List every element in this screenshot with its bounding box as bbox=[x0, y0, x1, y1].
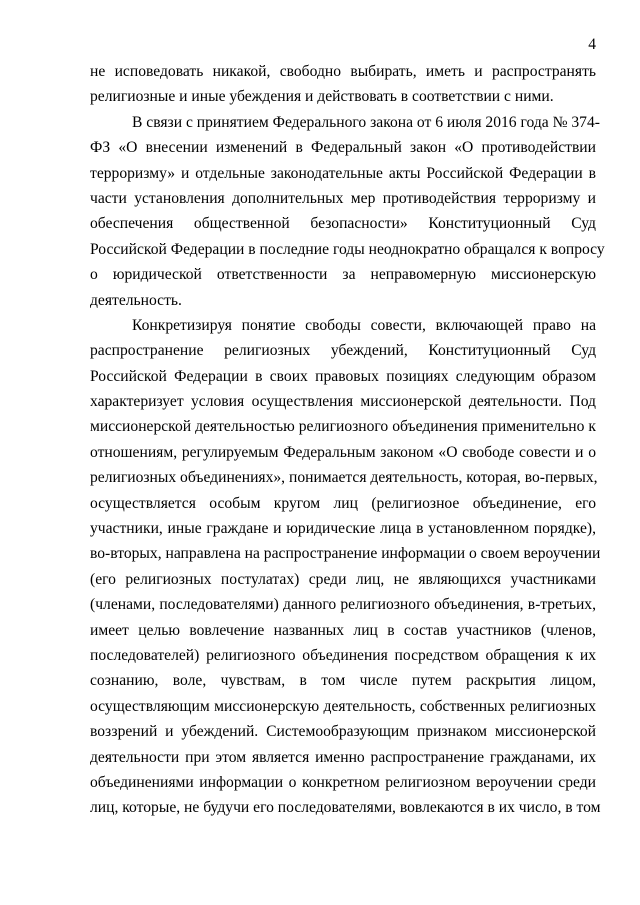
text-line: терроризму» и отдельные законодательные акты Российской Федерации в bbox=[90, 164, 596, 182]
text-line: Российской Федерации в своих правовых позициях следующим образом bbox=[90, 367, 596, 385]
paragraph-first-line: В связи с принятием Федерального закона от 6 июля 2016 года № 374- bbox=[132, 113, 600, 131]
text-line: обеспечения общественной безопасности» Конституционный Суд bbox=[90, 215, 596, 233]
text-line: о юридической ответственности за неправомерную миссионерскую bbox=[90, 266, 596, 284]
text-line: отношениям, регулируемым Федеральным законом «О свободе совести и о bbox=[90, 443, 596, 461]
text-line: распространение религиозных убеждений, Конституционный Суд bbox=[90, 342, 596, 360]
text-line: (членами, последователями) данного религиозного объединения, в-третьих, bbox=[90, 596, 596, 614]
text-line: деятельности при этом является именно распространение гражданами, их bbox=[90, 748, 596, 766]
text-line: ФЗ «О внесении изменений в Федеральный закон «О противодействии bbox=[90, 139, 596, 157]
text-line: Российской Федерации в последние годы неоднократно обращался к вопросу bbox=[90, 240, 605, 258]
text-line: сознанию, воле, чувствам, в том числе путем раскрытия лицом, bbox=[90, 672, 596, 690]
text-line: объединениями информации о конкретном религиозном вероучении среди bbox=[90, 773, 596, 791]
text-line: осуществляющим миссионерскую деятельность, собственных религиозных bbox=[90, 697, 596, 715]
text-line: части установления дополнительных мер противодействия терроризму и bbox=[90, 189, 596, 207]
text-line: не исповедовать никакой, свободно выбирать, иметь и распространять bbox=[90, 63, 596, 80]
text-line: религиозные и иные убеждения и действовать в соответствии с ними. bbox=[90, 88, 554, 106]
text-line: миссионерской деятельностью религиозного объединения применительно к bbox=[90, 418, 596, 436]
body-text bbox=[90, 59, 605, 821]
text-line: во-вторых, направлена на распространение информации о своем вероучении bbox=[90, 545, 601, 563]
paragraph-first-line: Конкретизируя понятие свободы совести, включающей право на bbox=[132, 316, 596, 334]
page-number: 4 bbox=[588, 36, 596, 53]
text-line: (его религиозных постулатах) среди лиц, не являющихся участниками bbox=[90, 570, 596, 588]
text-line: религиозных объединениях», понимается деятельность, которая, во-первых, bbox=[90, 469, 598, 487]
text-line: осуществляется особым кругом лиц (религиозное объединение, его bbox=[90, 494, 596, 512]
text-line: деятельность. bbox=[90, 291, 182, 309]
text-line: характеризует условия осуществления миссионерской деятельности. Под bbox=[90, 393, 596, 411]
text-line: последователей) религиозного объединения посредством обращения к их bbox=[90, 646, 596, 664]
text-line: лиц, которые, не будучи его последователями, вовлекаются в их число, в том bbox=[90, 799, 601, 817]
text-line: участники, иные граждане и юридические лица в установленном порядке), bbox=[90, 520, 596, 538]
text-line: воззрений и убеждений. Системообразующим признаком миссионерской bbox=[90, 723, 596, 741]
text-line: имеет целью вовлечение названных лиц в состав участников (членов, bbox=[90, 621, 596, 639]
